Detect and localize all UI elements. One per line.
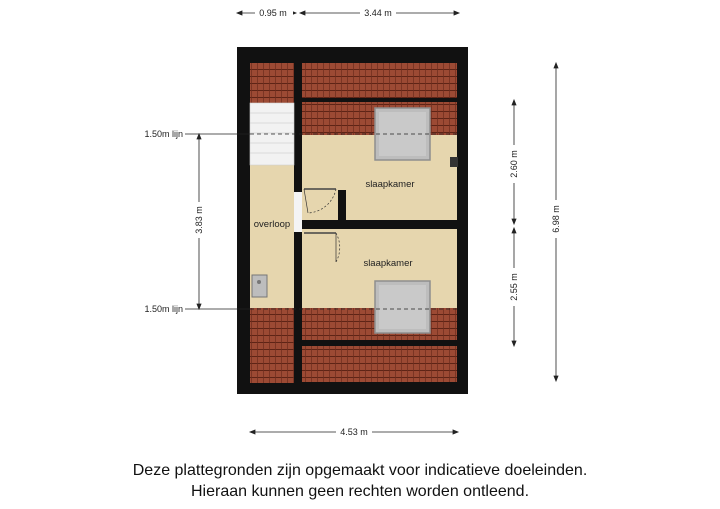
partition-wall-stub xyxy=(338,190,346,220)
dimension-label-left: 3.83 m xyxy=(194,206,204,234)
room-label-landing: overloop xyxy=(253,219,291,230)
room-label-bedroom-bottom: slaapkamer xyxy=(363,258,413,269)
dimension-label-right-total: 6.98 m xyxy=(551,205,561,233)
door-opening-left xyxy=(294,192,302,232)
partition-wall xyxy=(338,220,457,229)
bed-bottom xyxy=(375,281,430,333)
inner-wall-horizontal-top xyxy=(302,98,457,102)
vent-block xyxy=(450,157,458,167)
dimension-label-right-upper: 2.60 m xyxy=(509,150,519,178)
dimension-right-inner xyxy=(512,100,516,346)
door-pocket-floor xyxy=(302,190,338,220)
inner-wall-horizontal-bottom xyxy=(302,340,457,346)
disclaimer-line-2: Hieraan kunnen geen rechten worden ontleend. xyxy=(190,483,530,500)
roof-tiles-top-left xyxy=(250,63,294,103)
dimension-label-right-lower: 2.55 m xyxy=(509,273,519,301)
room-label-bedroom-top: slaapkamer xyxy=(365,179,415,190)
disclaimer-line-1: Deze plattegronden zijn opgemaakt voor indicatieve doeleinden. xyxy=(132,462,588,479)
dimension-label-top-right: 3.44 m xyxy=(364,8,392,18)
height-line-label-top: 1.50m lijn xyxy=(144,129,183,139)
roof-tiles-top-right xyxy=(302,63,457,99)
roof-tiles-bottom-right xyxy=(302,346,457,382)
height-line-label-bottom: 1.50m lijn xyxy=(144,304,183,314)
dimension-label-top-left: 0.95 m xyxy=(259,8,287,18)
dimension-label-bottom: 4.53 m xyxy=(340,427,368,437)
roof-tiles-bottom-left xyxy=(250,308,294,383)
boiler-box xyxy=(252,275,267,297)
